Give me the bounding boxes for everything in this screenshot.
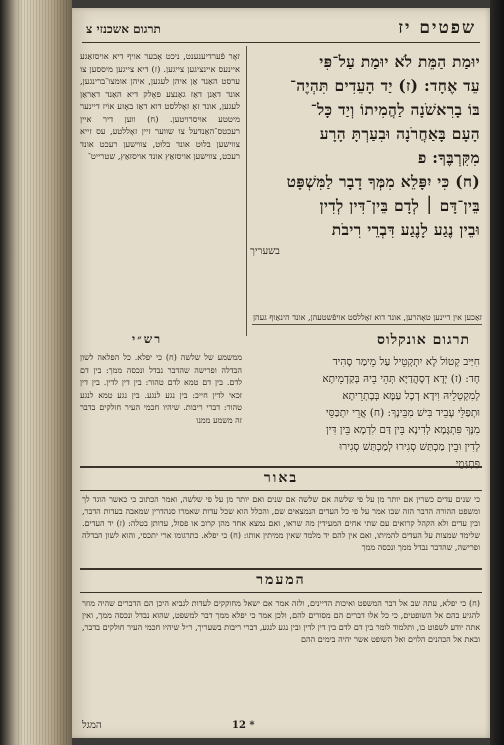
yiddish-translation: זאָר פֿערדיענענט, ניכט אָבער אויף דיא אויסזאַגע איינעס איינציגען צייגען. (ז) דיא צייגען מיססען צו ערסט האַנד אַן איהן לעגען, איהן אומצו־ברינגען, אונד דאַנן דאַז גאַנצע פאָלק דיא האַנד דאַראַן לעגען, אונד זאָ זאָללסט דוא דאַז באָזע אוֹיז דיינער מיטטע אוּיסרויטען. (ח) ווען דיר איין רעכטס־האַנדעל צו שווער זיין זאָללטע, עס זייא צווישען בלוּט אונד בלוּט, צווישען רעכט אונד רעכט, צווישען אויסזאַץ אונד אויסזאַץ, שטרייט־ <box>80 51 240 161</box>
running-head-left: תרגום אשכנזי צ <box>86 22 161 36</box>
biur-text: כי שנים עדים כשרין אם יותר מן על פי שלשה אם שלשה אם שנים ואם יותר מן על פי שלשה, ואמר הכתוב כי כאשר הוגד לך ומשפט ההורה הדבר הזה שבו אמר על פי כל העדים הנמצאים שם, והכלל הוא שכל עדות שאמרו סנהדרין שמאבה בעדות הדבר, ובין עדים ולא הקהל קרואים עם שתי אחים המעידין מה שראו, ואם נמצא אחד מהן קרוב או פסול, עדותן בטלה: (ז) יד העדים. שלימד שמצות על העדים להמיתו, ואם אין להם יד מלמד שאין ממיתין אותו: (ח) כי יפלא. כתרגומו ארי יתכסי, והוא לשון הבדלה ופרישה, שהדבר נבדל ממך ונכסה ממך <box>82 495 481 552</box>
catchword-footer: המגל <box>82 720 102 731</box>
section-rule <box>252 324 482 325</box>
book-gutter <box>490 0 504 745</box>
bible-column <box>250 50 480 257</box>
hameasef-top-rule <box>80 568 482 570</box>
hameasef-text: (ח) כי יפלא, עתה שב אל דבר המשפט ואיכות הדיינים, ולזה אמר אם ישאל מחוקקים לעדות לנביא היכן הם הדברים שהיה מוזר להגיע בהם אל השופטים, כי כל אלו דברים הם מסורים להם, ולכן אמר כי יפלא ממך דבר למשפט, שהוא נבדל ונכסה ממך, ואין אתה יודע לשפוט בו, ותלמוד לומר בין דם לדם בין דין לדין ובין נגע לנגע, דברי ריבות בשעריך, ר״ל שיהיו חכמי העיר חולקים בדבר, ובאת אל הכהנים הלוים ואל השופט אשר יהיה בימים ההם <box>82 599 480 644</box>
book-page <box>72 8 490 738</box>
biur-title: באור <box>263 470 299 486</box>
page-footer <box>82 720 480 736</box>
hameasef-title-rule <box>80 592 482 593</box>
running-head-right: שפטים יז <box>398 18 476 38</box>
bible-text: יוּמַת הַמֵּת לֹא יוּמַת עַל־פִּי עֵד אֶחָד: (ז) יַד הָעֵדִים תִּהְיֶה־ בּוֹ בָרִאשֹׁנָה לַהֲמִיתוֹ וְיַד כָּל־ הָעָם בָּאַחֲרֹנָה וּבִעַרְתָּ הָרָע מִקִּרְבֶּךָ: פ (ח) כִּי יִפָּלֵא מִמְּךָ דָבָר לַמִּשְׁפָּט בֵּין־דָּם ׀ לְדָם בֵּין־דִּין לְדִין וּבֵין נֶגַע לָנֶגַע דִּבְרֵי רִיבֹת <box>286 52 480 239</box>
onkelos-text: חִיַּיב קְטוֹל לָא יִתְקְטֵיל עַל מֵימַר סָהִיד חָד: (ז) יְדָא דְסָהֲדַיָּא תְּהֵי בֵיהּ בְּקַדְמֵיתָא לְמִקְטְלֵיהּ וִידָא דְכָל עַמָּא בְּבָתְרֵיתָא וּתְפַלֵּי עָבֵיד בִּישׁ מִבֵּינָךְ: (ח) אֲרֵי יִתְכַּסֵּי מִנָּךְ פִּתְגָּמָא לְדִינָא בֵּין דַּם לִדְמָא בֵּין דִּין לְדִין וּבֵין מַכְתַּשׁ סְגִירוּ לְמַכְתַּשׁ סְגִירוּ פִּתְגָּמֵי <box>322 356 480 470</box>
catchword-bible: בשעריך <box>250 246 281 257</box>
rashi-title: רש״י <box>132 332 163 346</box>
yiddish-translation-continuation: זאַכען אין דיינען טאָהרען, אונד דוא זאָללסט אויפֿשטעהן, אונד הינאַוף געהן <box>253 313 482 322</box>
page-header <box>78 14 484 42</box>
hameasef-title: המעמר <box>256 572 306 588</box>
onkelos-title: תרגום אונקלוס <box>377 332 470 348</box>
rashi-text: ממשמע של שלשה (ח) כי יפלא. כל הפלאה לשון הבדלה ופרישה שהדבר נבדל ונכסה ממך: בין דם לדם. בין דם טמא לדם טהור: בין דין לדין. בין דין זכאי לדין חייב: בין נגע לנגע. בין נגע טמא לנגע טהור: דברי ריבות. שיהיו חכמי העיר חולקים בדבר זה משמע ממנו <box>80 353 242 425</box>
biur-title-rule <box>80 490 482 491</box>
biur-top-rule <box>80 466 482 468</box>
signature-mark: * 12 <box>232 720 255 731</box>
column-divider <box>246 46 247 336</box>
book-page-edges <box>0 0 72 745</box>
header-rule <box>82 42 480 43</box>
